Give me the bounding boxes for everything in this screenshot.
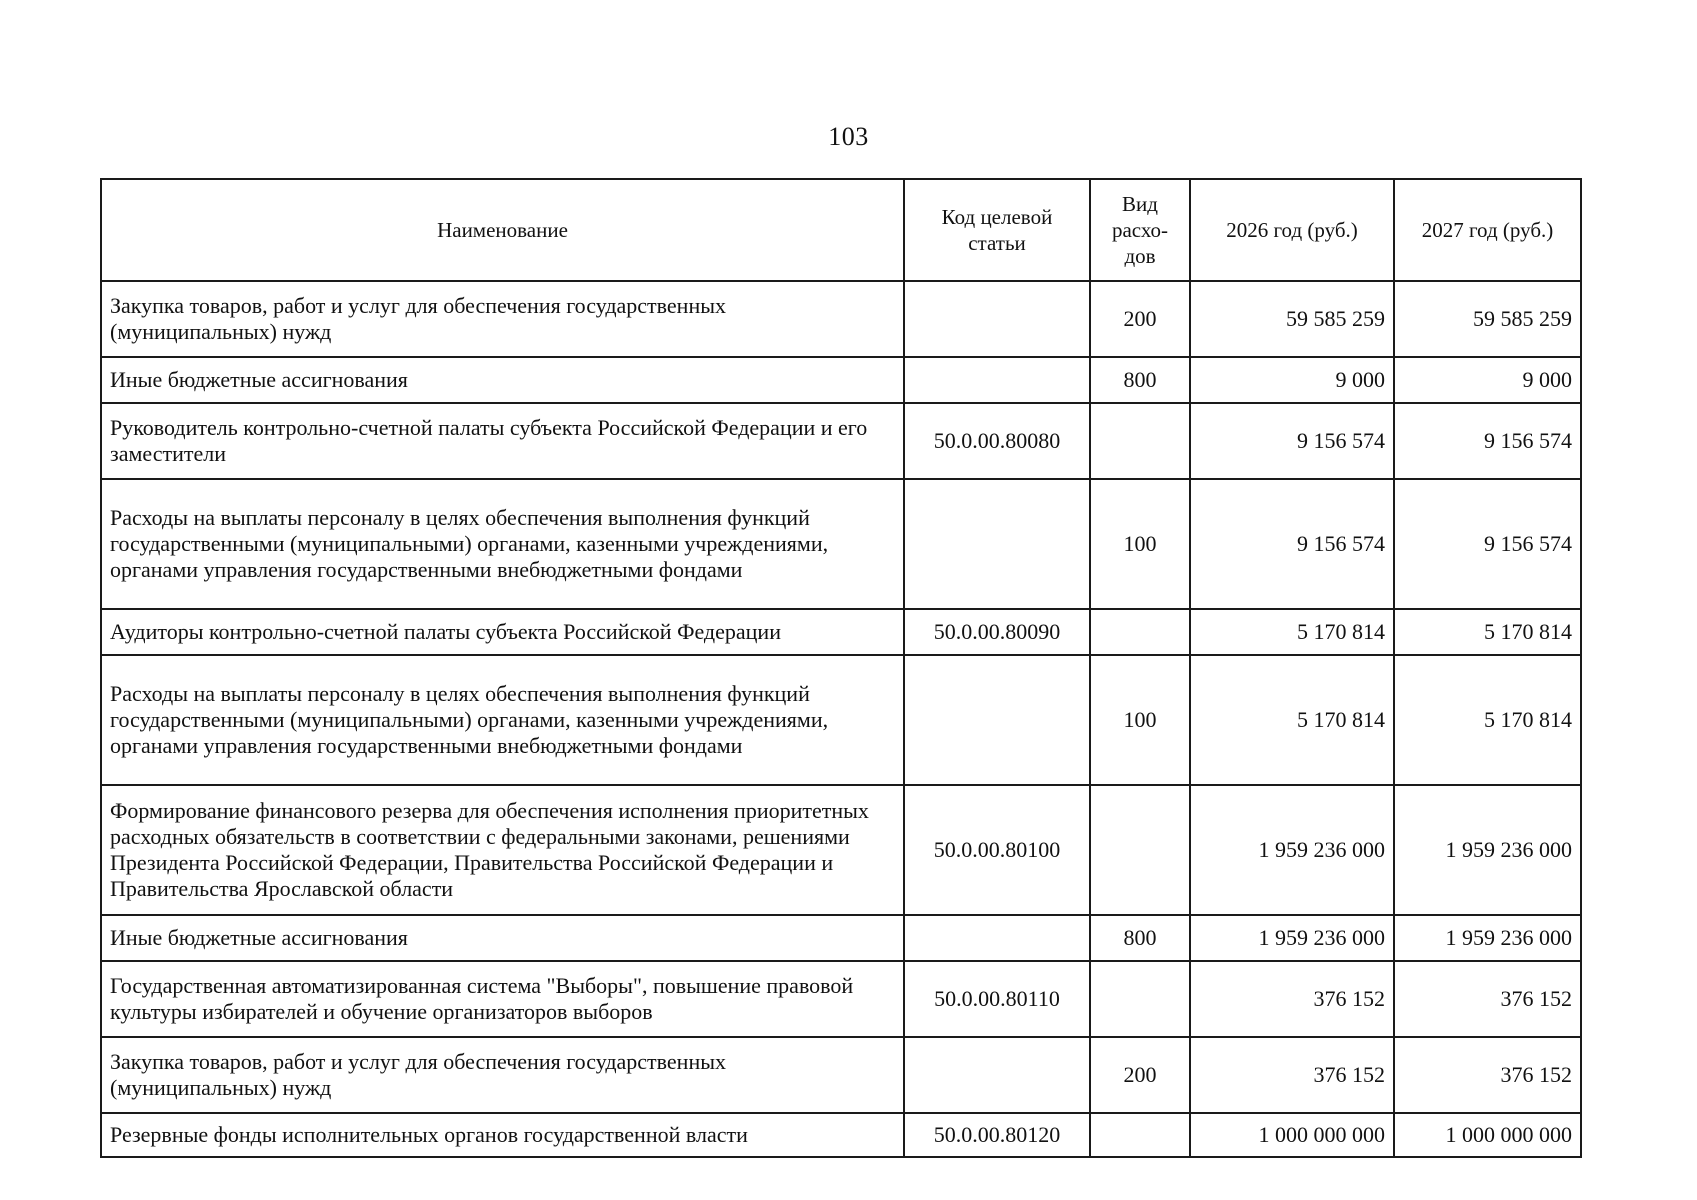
table-row xyxy=(101,357,1581,403)
row-type xyxy=(1090,961,1190,1037)
row-type: 100 xyxy=(1090,655,1190,785)
row-year-2027: 5 170 814 xyxy=(1394,609,1581,655)
row-code xyxy=(904,1037,1090,1113)
page-number: 103 xyxy=(828,122,869,151)
row-year-2027: 9 156 574 xyxy=(1394,479,1581,609)
row-name: Расходы на выплаты персоналу в целях обеспечения выполнения функций государственными (муниципальными) органами, казенными учреждениями, органами управления государственными внебюджетными фондами xyxy=(101,479,904,609)
row-name: Закупка товаров, работ и услуг для обеспечения государственных (муниципальных) нужд xyxy=(101,281,904,357)
row-year-2027: 5 170 814 xyxy=(1394,655,1581,785)
row-year-2026: 1 959 236 000 xyxy=(1190,915,1394,961)
table-header-row xyxy=(101,179,1581,281)
row-year-2027: 376 152 xyxy=(1394,961,1581,1037)
row-type: 800 xyxy=(1090,915,1190,961)
row-year-2026: 5 170 814 xyxy=(1190,609,1394,655)
table-row xyxy=(101,1037,1581,1113)
row-type xyxy=(1090,403,1190,479)
row-year-2026: 9 156 574 xyxy=(1190,479,1394,609)
row-code: 50.0.00.80080 xyxy=(904,403,1090,479)
table-row xyxy=(101,609,1581,655)
row-code xyxy=(904,915,1090,961)
row-type xyxy=(1090,785,1190,915)
row-name: Резервные фонды исполнительных органов государственной власти xyxy=(101,1113,904,1157)
header-year-2027: 2027 год (руб.) xyxy=(1394,179,1581,281)
row-name: Формирование финансового резерва для обеспечения исполнения приоритетных расходных обязательств в соответствии с федеральными законами, решениями Президента Российской Федерации, Правительства Российской Федерации и Правительства Ярославской области xyxy=(101,785,904,915)
row-type: 200 xyxy=(1090,281,1190,357)
row-code: 50.0.00.80100 xyxy=(904,785,1090,915)
table-row xyxy=(101,403,1581,479)
row-year-2027: 376 152 xyxy=(1394,1037,1581,1113)
row-type: 800 xyxy=(1090,357,1190,403)
row-year-2026: 9 156 574 xyxy=(1190,403,1394,479)
row-name: Государственная автоматизированная система "Выборы", повышение правовой культуры избирателей и обучение организаторов выборов xyxy=(101,961,904,1037)
row-year-2027: 1 959 236 000 xyxy=(1394,915,1581,961)
row-code xyxy=(904,479,1090,609)
row-name: Аудиторы контрольно-счетной палаты субъекта Российской Федерации xyxy=(101,609,904,655)
row-year-2026: 59 585 259 xyxy=(1190,281,1394,357)
row-name: Расходы на выплаты персоналу в целях обеспечения выполнения функций государственными (муниципальными) органами, казенными учреждениями, органами управления государственными внебюджетными фондами xyxy=(101,655,904,785)
row-type: 100 xyxy=(1090,479,1190,609)
row-year-2027: 9 000 xyxy=(1394,357,1581,403)
row-year-2026: 5 170 814 xyxy=(1190,655,1394,785)
table-row xyxy=(101,479,1581,609)
row-name: Закупка товаров, работ и услуг для обеспечения государственных (муниципальных) нужд xyxy=(101,1037,904,1113)
row-code: 50.0.00.80110 xyxy=(904,961,1090,1037)
table-row xyxy=(101,281,1581,357)
row-code: 50.0.00.80090 xyxy=(904,609,1090,655)
row-type: 200 xyxy=(1090,1037,1190,1113)
row-year-2027: 9 156 574 xyxy=(1394,403,1581,479)
row-year-2027: 1 959 236 000 xyxy=(1394,785,1581,915)
row-type xyxy=(1090,1113,1190,1157)
row-year-2027: 59 585 259 xyxy=(1394,281,1581,357)
row-name: Иные бюджетные ассигнования xyxy=(101,357,904,403)
table-row xyxy=(101,785,1581,915)
budget-table xyxy=(100,178,1582,1158)
row-year-2026: 1 000 000 000 xyxy=(1190,1113,1394,1157)
header-name: Наименование xyxy=(101,179,904,281)
row-code xyxy=(904,655,1090,785)
header-type: Вид расхо-дов xyxy=(1090,179,1190,281)
row-year-2026: 376 152 xyxy=(1190,961,1394,1037)
row-name: Руководитель контрольно-счетной палаты субъекта Российской Федерации и его заместители xyxy=(101,403,904,479)
row-code xyxy=(904,357,1090,403)
row-type xyxy=(1090,609,1190,655)
table-row xyxy=(101,915,1581,961)
table-row xyxy=(101,1113,1581,1157)
row-year-2026: 9 000 xyxy=(1190,357,1394,403)
row-year-2026: 1 959 236 000 xyxy=(1190,785,1394,915)
table-row xyxy=(101,655,1581,785)
table-row xyxy=(101,961,1581,1037)
row-year-2026: 376 152 xyxy=(1190,1037,1394,1113)
row-code xyxy=(904,281,1090,357)
header-code: Код целевой статьи xyxy=(904,179,1090,281)
row-code: 50.0.00.80120 xyxy=(904,1113,1090,1157)
row-year-2027: 1 000 000 000 xyxy=(1394,1113,1581,1157)
header-year-2026: 2026 год (руб.) xyxy=(1190,179,1394,281)
row-name: Иные бюджетные ассигнования xyxy=(101,915,904,961)
